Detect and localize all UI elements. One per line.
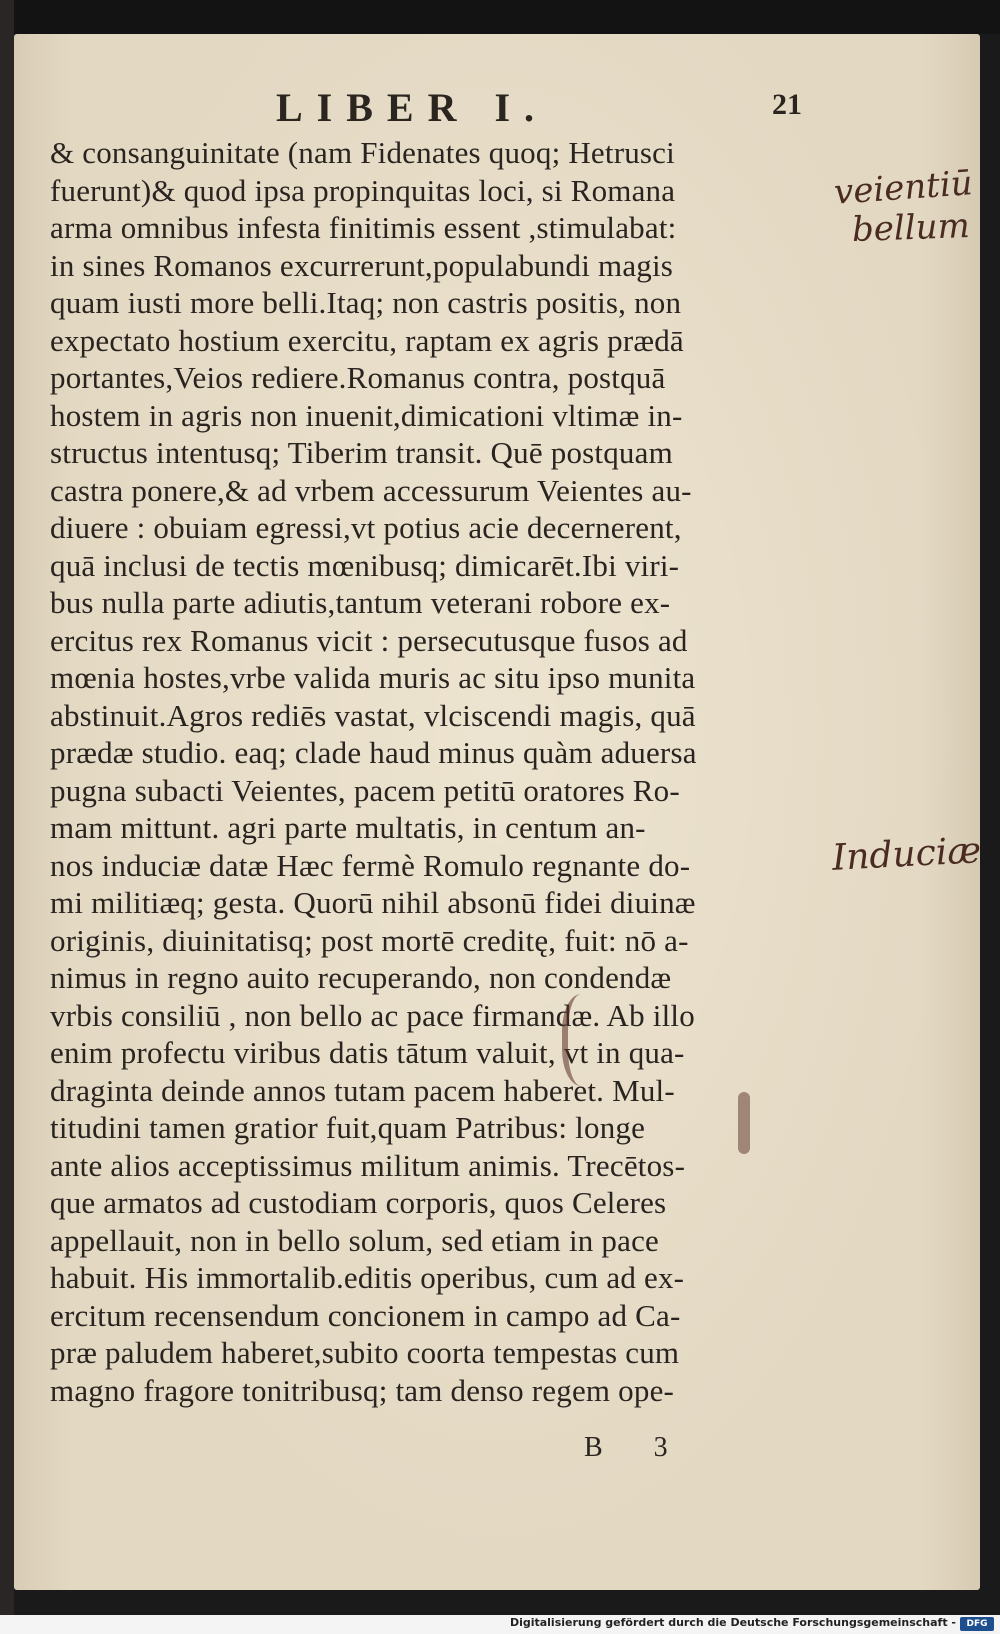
ink-stain [562, 994, 610, 1086]
text-line: nimus in regno auito recuperando, non condendæ [50, 960, 672, 995]
body-text [50, 134, 830, 1409]
marginal-note: bellum [851, 205, 971, 251]
text-line: vrbis consiliū , non bello ac pace firmandæ. Ab illo [50, 997, 695, 1033]
text-line: quā inclusi de tectis mœnibusq; dimicarēt.Ibi viri- [50, 547, 680, 583]
text-line: portantes,Veios rediere.Romanus contra, postquā [50, 360, 666, 395]
text-line: que armatos ad custodiam corporis, quos Celeres [50, 1185, 667, 1220]
text-line: fuerunt)& quod ipsa propinquitas loci, si Romana [50, 172, 676, 208]
page-number: 21 [772, 88, 802, 121]
text-line: prædæ studio. eaq; clade haud minus quàm aduersa [50, 735, 697, 770]
text-line: titudini tamen gratior fuit,quam Patribus: longe [50, 1110, 646, 1145]
marginal-note: Induciæ [831, 830, 983, 879]
text-line: abstinuit.Agros rediēs vastat, vlciscendi magis, quā [50, 697, 696, 733]
text-line: draginta deinde annos tutam pacem haberet. Mul- [50, 1072, 675, 1108]
book-spine-edge [0, 0, 14, 1634]
text-line: diuere : obuiam egressi,vt potius acie decernerent, [50, 510, 682, 545]
book-page [14, 34, 983, 1590]
signature-mark: B 3 [584, 1432, 690, 1463]
text-line: ante alios acceptissimus militum animis. Trecētos- [50, 1147, 686, 1183]
text-line: enim profectu viribus datis tātum valuit, vt in qua- [50, 1035, 685, 1070]
text-line: hostem in agris non inuenit,dimicationi vltimæ in- [50, 397, 683, 433]
scanner-frame-top [0, 0, 1000, 34]
digitization-footer [0, 1615, 1000, 1634]
text-line: expectato hostium exercitu, raptam ex agris prædā [50, 322, 684, 358]
text-line: mœnia hostes,vrbe valida muris ac situ ipso munita [50, 660, 696, 695]
text-line: in sines Romanos excurrerunt,populabundi magis [50, 247, 674, 283]
text-line: mi militiæq; gesta. Quorū nihil absonū fidei diuinæ [50, 885, 696, 920]
text-line: ercitus rex Romanus vicit : persecutusque fusos ad [50, 622, 688, 658]
running-head [14, 84, 980, 134]
text-line: magno fragore tonitribusq; tam denso regem ope- [50, 1372, 675, 1408]
text-line: originis, diuinitatisq; post mortē creditę, fuit: nō a- [50, 922, 689, 958]
ink-stain [738, 1092, 750, 1154]
text-line: quam iusti more belli.Itaq; non castris positis, non [50, 285, 682, 320]
text-line: appellauit, non in bello solum, sed etiam in pace [50, 1222, 659, 1258]
text-line: præ paludem haberet,subito coorta tempestas cum [50, 1335, 680, 1370]
text-line: castra ponere,& ad vrbem accessurum Veientes au- [50, 472, 692, 508]
text-line: nos induciæ datæ Hæc fermè Romulo regnante do- [50, 847, 691, 883]
text-line: habuit. His immortalib.editis operibus, cum ad ex- [50, 1260, 685, 1295]
dfg-logo-icon: DFG [960, 1617, 994, 1631]
running-title: LIBER I. [276, 85, 549, 130]
text-line: ercitum recensendum concionem in campo ad Ca- [50, 1297, 681, 1333]
marginal-note: veientiū [832, 163, 974, 213]
text-line: bus nulla parte adiutis,tantum veterani robore ex- [50, 585, 671, 620]
text-line: mam mittunt. agri parte multatis, in centum an- [50, 810, 646, 845]
text-line: & consanguinitate (nam Fidenates quoq; Hetrusci [50, 135, 675, 170]
footer-credit: Digitalisierung gefördert durch die Deutsche Forschungsgemeinschaft - [509, 1616, 956, 1629]
text-line: structus intentusq; Tiberim transit. Quē postquam [50, 435, 673, 470]
text-line: pugna subacti Veientes, pacem petitū oratores Ro- [50, 772, 680, 808]
text-line: arma omnibus infesta finitimis essent ,stimulabat: [50, 210, 677, 245]
